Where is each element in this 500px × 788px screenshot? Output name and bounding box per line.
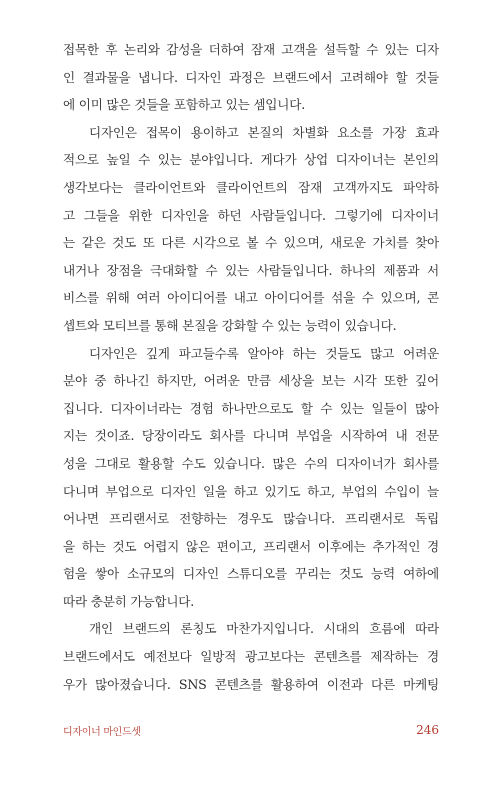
text-line: 브랜드에서도 예전보다 일방적 광고보다는 콘텐츠를 제작하는 경 (63, 649, 439, 665)
running-title: 디자이너 마인드셋 (63, 726, 141, 738)
text-line: 다니며 부업으로 디자인 일을 하고 있기도 하고, 부업의 수입이 늘 (63, 483, 439, 499)
text-line: 적으로 높일 수 있는 분야입니다. 게다가 상업 디자이너는 본인의 (63, 152, 439, 168)
text-line: 에 이미 많은 것들을 포함하고 있는 셈입니다. (63, 97, 306, 113)
text-line: 분야 중 하나긴 하지만, 어려운 만큼 세상을 보는 시각 또한 깊어 (63, 373, 439, 389)
text-line: 어나면 프리랜서로 전향하는 경우도 많습니다. 프리랜서로 독립 (63, 511, 439, 527)
text-line: 개인 브랜드의 론칭도 마찬가지입니다. 시대의 흐름에 따라 (89, 621, 439, 637)
text-line: 험을 쌓아 소규모의 디자인 스튜디오를 꾸리는 것도 능력 여하에 (63, 566, 439, 582)
text-line: 따라 충분히 가능합니다. (63, 593, 195, 609)
text-line: 접목한 후 논리와 감성을 더하여 잠재 고객을 설득할 수 있는 디자 (63, 42, 439, 57)
text-line: 고 그들을 위한 디자인을 하던 사람들입니다. 그렇기에 디자이너 (63, 207, 439, 223)
text-line: 생각보다는 클라이언트와 클라이언트의 잠재 고객까지도 파악하 (63, 179, 439, 195)
text-line: 디자인은 깊게 파고들수록 알아야 하는 것들도 많고 어려운 (89, 345, 439, 361)
page-footer (63, 720, 439, 740)
text-line: 우가 많아졌습니다. SNS 콘텐츠를 활용하여 이전과 다른 마케팅 (63, 676, 439, 692)
text-line: 지는 것이죠. 당장이라도 회사를 다니며 부업을 시작하여 내 전문 (63, 428, 439, 444)
text-line: 디자인은 접목이 용이하고 본질의 차별화 요소를 가장 효과 (89, 124, 439, 140)
text-line: 셉트와 모티브를 통해 본질을 강화할 수 있는 능력이 있습니다. (63, 317, 397, 333)
text-line: 을 하는 것도 어렵지 않은 편이고, 프리랜서 이후에는 추가적인 경 (63, 538, 439, 554)
text-line: 는 같은 것도 또 다른 시각으로 볼 수 있으며, 새로운 가치를 찾아 (63, 235, 439, 251)
text-line: 내거나 장점을 극대화할 수 있는 사람들입니다. 하나의 제품과 서 (63, 262, 439, 278)
text-line: 인 결과물을 냅니다. 디자인 과정은 브랜드에서 고려해야 할 것들 (63, 69, 439, 85)
page-number: 246 (416, 723, 439, 737)
text-line: 성을 그대로 활용할 수도 있습니다. 많은 수의 디자이너가 회사를 (63, 455, 439, 471)
text-line: 집니다. 디자이너라는 경험 하나만으로도 할 수 있는 일들이 많아 (63, 400, 439, 416)
text-line: 비스를 위해 여러 아이디어를 내고 아이디어를 섞을 수 있으며, 콘 (63, 290, 439, 306)
body-text (63, 36, 439, 698)
